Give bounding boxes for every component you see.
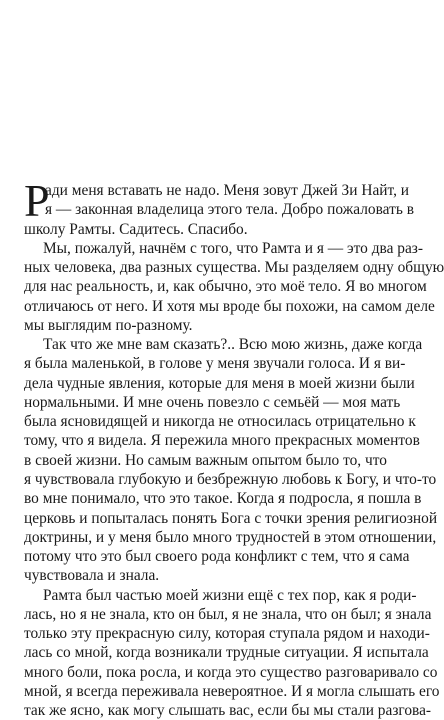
paragraph-1 — [24, 175, 414, 239]
text-line: для нас реальность, и, как обычно, это моё тело. Я во многом — [24, 278, 427, 296]
text-line: я чувствовала глубокую и безбрежную любовь к Богу, и что-то — [24, 470, 437, 488]
text-body — [24, 175, 444, 720]
text-line: много боли, пока росла, и когда это существо разговаривало со — [24, 663, 438, 681]
text-line: дела чудные явления, которые для меня в моей жизни были — [24, 374, 415, 392]
text-line: была ясновидящей и никогда не относилась отрицательно к — [24, 413, 416, 431]
text-line: так же ясно, как могу слышать вас, если бы мы стали разгова- — [24, 702, 432, 720]
text-line: Рамта был частью моей жизни ещё с тех пор, как я роди- — [43, 586, 417, 604]
text-line: ади меня вставать не надо. Меня зовут Джей Зи Найт, и — [45, 182, 410, 199]
text-line: чувствовала и знала. — [24, 567, 160, 585]
paragraph-3 — [24, 335, 438, 585]
text-line: школу Рамты. Садитесь. Спасибо. — [24, 220, 248, 238]
text-line: потому что это был своего рода конфликт с тем, что я сама — [24, 548, 410, 566]
text-line: церковь и попыталась понять Бога с точки зрения религиозной — [24, 509, 438, 527]
text-line: в своей жизни. Но самым важным опытом было то, что — [24, 451, 387, 469]
paragraph-4 — [24, 586, 440, 720]
paragraph-2 — [24, 239, 444, 335]
text-line: нормальными. И мне очень повезло с семьёй — моя мать — [24, 393, 401, 411]
text-line: во мне понимало, что это такое. Когда я подросла, я пошла в — [24, 490, 422, 508]
text-line: лась со мной, когда возникали трудные ситуации. Я испытала — [24, 644, 429, 662]
drop-cap-letter: Р — [24, 175, 50, 226]
text-line: мной, я всегда переживала невероятное. И я могла слышать его — [24, 682, 440, 700]
text-line: только эту прекрасную силу, которая ступала рядом и находи- — [24, 625, 430, 643]
text-line: ных человека, два разных существа. Мы разделяем одну общую — [24, 259, 444, 277]
text-line: Так что же мне вам сказать?.. Всю мою жизнь, даже когда — [43, 336, 423, 354]
text-line: лась, но я не знала, кто он был, я не знала, что он был; я знала — [24, 605, 432, 623]
text-line: доктрины, и у меня было много трудностей в этом отношении, — [24, 528, 437, 546]
text-line: Мы, пожалуй, начнём с того, что Рамта и я — это два раз- — [43, 239, 423, 257]
text-line: я — законная владелица этого тела. Добро пожаловать в — [45, 201, 414, 219]
text-line: мы выглядим по-разному. — [24, 316, 193, 334]
text-line: отличаюсь от него. И хотя мы вроде бы похожи, на самом деле — [24, 297, 435, 315]
text-line: я была маленькой, в голове у меня звучали голоса. И я ви- — [24, 355, 406, 373]
text-line: тому, что я видела. Я пережила много прекрасных моментов — [24, 432, 420, 450]
